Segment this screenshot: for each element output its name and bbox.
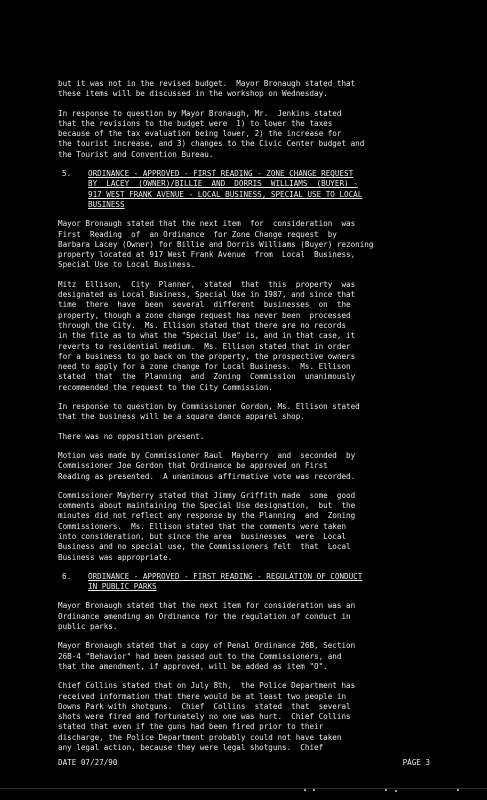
- footer-page-number: PAGE 3: [402, 758, 430, 767]
- paragraph-no-opposition: There was no opposition present.: [58, 431, 205, 441]
- paragraph-motion: Motion was made by Commissioner Raul Mayberry and seconded by Commissioner Joe Gordon that Ordinance be approved on First Reading as presented. A unanimous affirmative vote was recorded.: [58, 450, 356, 481]
- item-title: ORDINANCE - APPROVED - FIRST READING - ZONE CHANGE REQUEST BY LACEY (OWNER)/BILLIE AND DORRIS WILLIAMS (BUYER) - 917 WEST FRANK AVENUE - LOCAL BUSINESS, SPECIAL USE TO LOCAL BUSINESS: [88, 169, 363, 209]
- paragraph-mayberry-comments: Commissioner Mayberry stated that Jimmy Griffith made some good comments about maintaining the Special Use designation, but the minutes did not reflect any response by the Planning and Zoning Commissioners. Ms. Ellison stated that the comments were taken into consideration, but since the area businesses were Local Business and no special use, the Commissioners felt that Local Business was appropriate.: [58, 490, 356, 562]
- item-title: ORDINANCE - APPROVED - FIRST READING - REGULATION OF CONDUCT IN PUBLIC PARKS: [88, 571, 363, 592]
- paragraph-parks-intro: Mayor Bronaugh stated that the next item for consideration was an Ordinance amending an Ordinance for the regulation of conduct in public parks.: [58, 601, 356, 632]
- paragraph-chief-collins: Chief Collins stated that on July 8th, the Police Department has received information that there would be at least two people in Downs Park with shotguns. Chief Collins stated that several shots were fired and fortunately no one was hurt. Chief Collins stated that even if the guns had been fired prior to their discharge, the Police Department probably could not have taken any legal action, because they were legal shotguns. Chief: [58, 681, 356, 753]
- paragraph-zone-intro: Mayor Bronaugh stated that the next item for consideration was First Reading of an Ordinance for Zone Change request by Barbara Lacey (Owner) for Billie and Dorris Williams (Buyer) rezoning property located at 917 West Frank Avenue from Local Business, Special Use to Local Business.: [58, 219, 374, 270]
- paragraph-planner-statement: Mitz Ellison, City Planner, stated that this property was designated as Local Business, Special Use in 1987, and since that time there have been several different businesses on the property, though a zone change request has never been processed through the City. Ms. Ellison stated that there are no records in the file as to what the "Special Use" is, and in that case, it reverts to residential medium. Ms. Ellison stated that in order for a business to go back on the property, the prospective owners need to apply for a zone change for Local Business. Ms. Ellison stated that the Planning and Zoning Commission unanimously recommended the request to the City Commission.: [58, 279, 356, 392]
- paragraph-penal-ordinance: Mayor Bronaugh stated that a copy of Penal Ordinance 26B, Section 26B-4 "Behavior" had been passed out to the Commissioners, and that the amendment, if approved, will be added as item "O".: [58, 641, 356, 671]
- paragraph-budget-continued: but it was not in the revised budget. Mayor Bronaugh stated that these items will be discussed in the workshop on Wednesday.: [58, 79, 356, 99]
- item-number: 6.: [62, 571, 72, 581]
- item-number: 5.: [62, 169, 72, 179]
- footer-date: DATE 07/27/90: [58, 758, 118, 767]
- paragraph-gordon-question: In response to question by Commissioner Gordon, Ms. Ellison stated that the business will be a square dance apparel shop.: [58, 402, 360, 422]
- paragraph-budget-revisions: In response to question by Mayor Bronaugh, Mr. Jenkins stated that the revisions to the budget were 1) to lower the taxes because of the tax evaluation being lower, 2) the increase for the tourist increase, and 3) changes to the Civic Center budget and the Tourist and Convention Bureau.: [58, 108, 365, 159]
